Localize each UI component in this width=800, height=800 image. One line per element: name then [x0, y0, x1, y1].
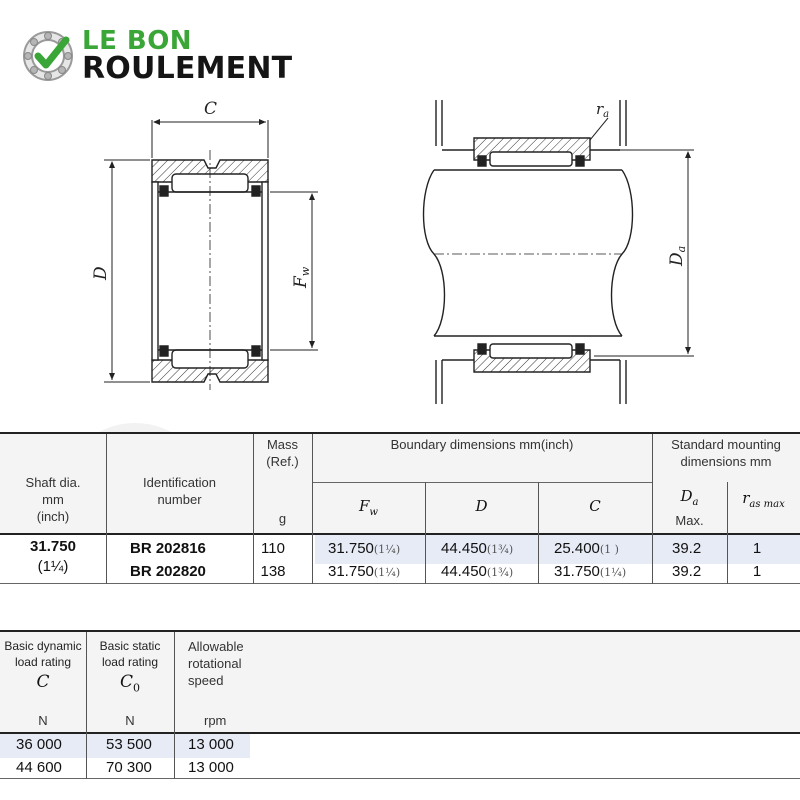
technical-drawing: [0, 90, 800, 420]
row1-d: 44.450(1¾): [441, 540, 514, 557]
shaft-dia-mm: 31.750: [30, 538, 76, 555]
header-shaft-dia: Shaft dia. mm (inch): [25, 475, 81, 524]
bearing-section-view: [152, 150, 268, 390]
dim-label-da-sub: a: [675, 245, 688, 253]
row2-dynamic: 44 600: [16, 759, 62, 776]
row1-static: 53 500: [106, 736, 152, 753]
row1-fw: 31.750(1¼): [328, 540, 401, 557]
bearing-check-icon: [22, 28, 78, 84]
brand-line-1: LE BON: [82, 26, 193, 56]
row2-da: 39.2: [672, 563, 702, 580]
shaft-dia-inch: (1¼): [37, 558, 69, 575]
load-rating-table: [0, 630, 800, 780]
header-dynamic-load: Basic dynamic load rating: [4, 639, 82, 669]
header-speed: Allowable rotational speed: [188, 639, 244, 688]
dim-label-d: D: [91, 266, 111, 280]
row2-mass: 138: [260, 563, 286, 580]
header-static-unit: N: [125, 713, 135, 728]
row1-dynamic: 36 000: [16, 736, 62, 753]
row2-d: 44.450(1¾): [441, 563, 514, 580]
header-ras: $r_{as max}$: [742, 489, 785, 510]
row2-fw: 31.750(1¼): [328, 563, 401, 580]
header-da: $D_a$: [680, 487, 699, 508]
svg-text:ra: [596, 100, 609, 120]
mounting-view: [424, 100, 633, 404]
header-mounting: Standard mounting dimensions mm: [671, 437, 781, 469]
row2-static: 70 300: [106, 759, 152, 776]
header-da-max: Max.: [675, 513, 704, 528]
header-mass-unit: g: [278, 511, 287, 526]
row1-ras: 1: [752, 540, 762, 557]
svg-text:Da: [667, 246, 688, 267]
row1-mass: 110: [261, 540, 285, 557]
header-d: D: [475, 497, 488, 515]
row2-c: 31.750(1¼): [554, 563, 627, 580]
row1-id[interactable]: BR 202816: [130, 540, 206, 557]
header-static-symbol: $C_0$: [119, 672, 140, 695]
dimensions-table: [0, 432, 800, 584]
brand-line-2: ROULEMENT: [82, 51, 293, 86]
dim-label-da: D: [667, 252, 687, 266]
header-fw: $F_w$: [359, 497, 378, 518]
row2-ras: 1: [752, 563, 762, 580]
header-boundary: Boundary dimensions mm(inch): [390, 437, 574, 452]
dim-label-ra-sub: a: [603, 109, 610, 120]
dim-label-c: C: [204, 99, 218, 119]
header-c: C: [589, 497, 601, 515]
svg-text:Fw: [291, 266, 312, 289]
row1-da: 39.2: [672, 540, 702, 557]
row1-c: 25.400(1 ): [554, 540, 619, 557]
dim-label-fw-sub: w: [299, 266, 312, 277]
dim-label-ra: r: [596, 100, 604, 118]
header-dynamic-symbol: C: [36, 672, 50, 692]
row1-speed: 13 000: [188, 736, 234, 753]
row2-speed: 13 000: [188, 759, 234, 776]
header-dynamic-unit: N: [38, 713, 48, 728]
dim-label-fw: F: [291, 276, 311, 288]
header-identification: Identification number: [143, 475, 216, 507]
brand-logo[interactable]: [22, 26, 302, 86]
header-static-load: Basic static load rating: [99, 639, 161, 669]
row2-id[interactable]: BR 202820: [130, 563, 206, 580]
header-speed-unit: rpm: [204, 713, 227, 728]
header-mass: Mass (Ref.): [266, 437, 299, 469]
